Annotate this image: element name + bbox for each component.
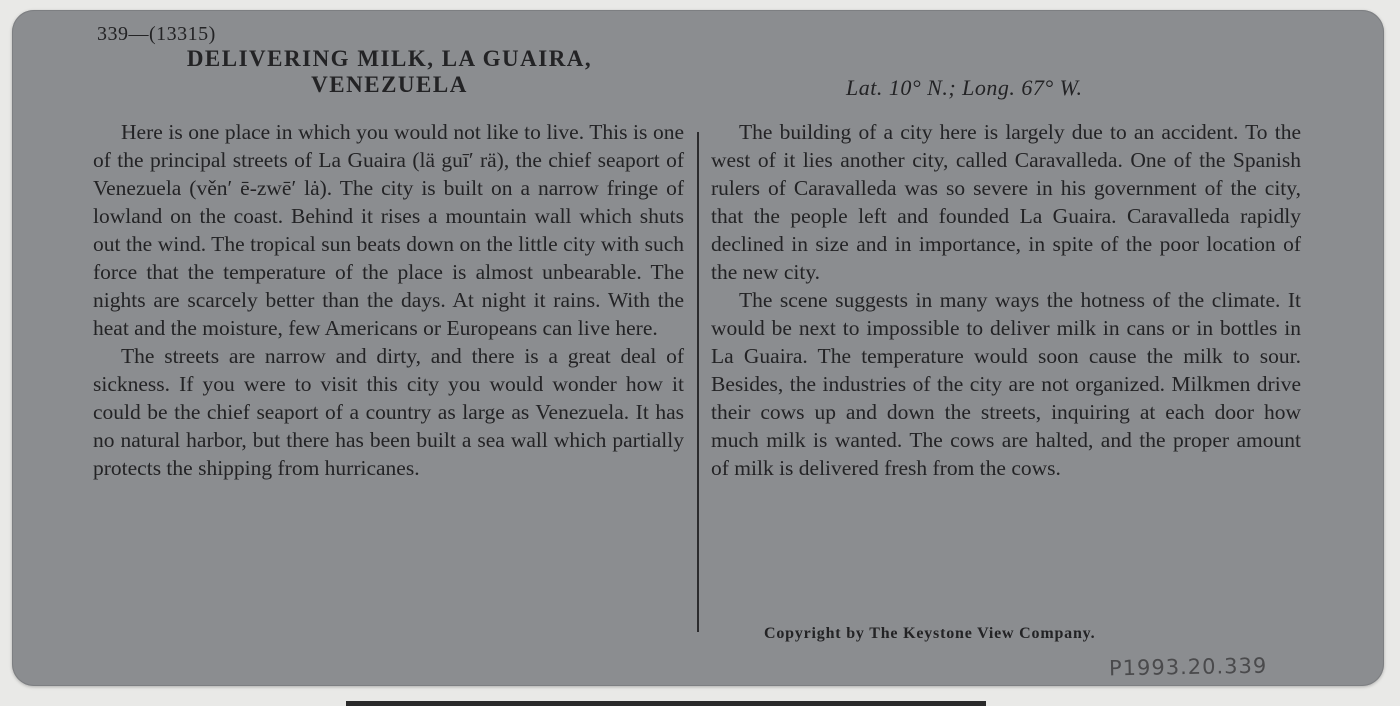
left-text-column	[93, 118, 684, 482]
catalog-number: 339—(13315)	[97, 23, 216, 45]
stereograph-card-back	[12, 10, 1384, 686]
paragraph: The scene suggests in many ways the hotness of the climate. It would be next to impossible to deliver milk in cans or in bottles in La Guaira. The temperature would soon cause the milk to sour. Besides, the industries of the city are not organized. Milkmen drive their cows up and down the streets, inquiring at each door how much milk is wanted. The cows are halted, and the proper amount of milk is delivered fresh from the cows.	[711, 288, 1301, 480]
paragraph: Here is one place in which you would not like to live. This is one of the principal streets of La Guaira (lä guī′ rä), the chief seaport of Venezuela (věn′ ē-zwē′ lȧ). The city is built on a narrow fringe of lowland on the coast. Behind it rises a mountain wall which shuts out the wind. The tropical sun beats down on the little city with such force that the temperature of the place is almost unbearable. The nights are scarcely better than the days. At night it rains. With the heat and the moisture, few Americans or Europeans can live here.	[93, 120, 684, 340]
column-divider	[697, 132, 699, 632]
paragraph: The streets are narrow and dirty, and there is a great deal of sickness. If you were to visit this city you would wonder how it could be the chief seaport of a country as large as Venezuela. It has no natural harbor, but there has been built a sea wall which partially protects the shipping from hurricanes.	[93, 344, 684, 480]
coordinates: Lat. 10° N.; Long. 67° W.	[846, 75, 1083, 100]
paragraph: The building of a city here is largely due to an accident. To the west of it lies another city, called Caravalleda. One of the Spanish rulers of Caravalleda was so severe in his government of the city, that the people left and founded La Guaira. Caravalleda rapidly declined in size and in importance, in spite of the poor location of the new city.	[711, 120, 1301, 284]
accession-number: P1993.20.339	[1108, 653, 1268, 681]
right-text-column	[711, 118, 1301, 482]
copyright-notice: Copyright by The Keystone View Company.	[764, 625, 1096, 642]
scan-edge-strip	[346, 701, 986, 706]
card-title: DELIVERING MILK, LA GUAIRA, VENEZUELA	[186, 46, 593, 97]
